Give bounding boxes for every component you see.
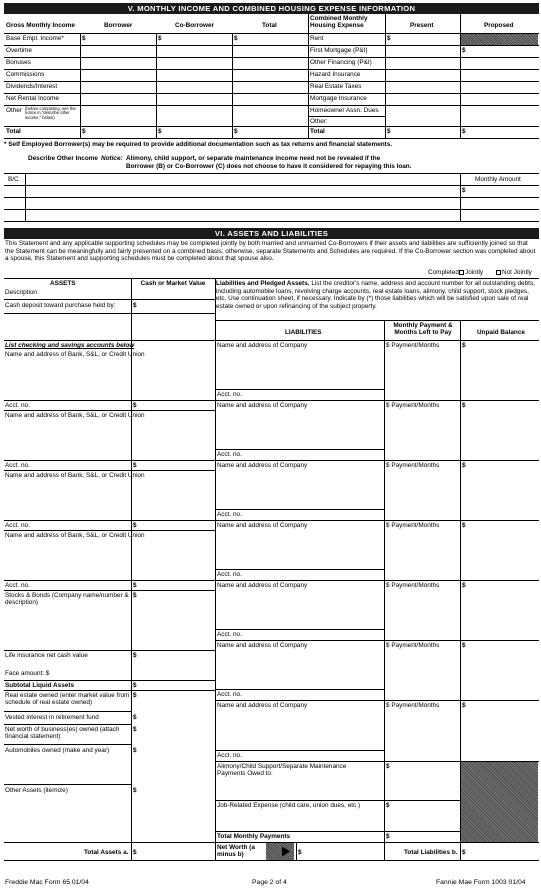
footer-freddie-mac: Freddie Mac Form 65 01/04: [5, 879, 89, 886]
company-name-label: Name and address of Company: [217, 342, 308, 349]
dollar-sign: $: [133, 652, 137, 659]
dollar-sign: $: [158, 128, 162, 135]
dollar-sign: $: [133, 402, 137, 409]
payment-months-label: $ Payment/Months: [386, 342, 440, 349]
dollar-sign: $: [82, 128, 86, 135]
acct-no-label: Acct. no.: [217, 571, 242, 578]
income-row-total: Total: [6, 128, 21, 135]
income-row-rental: Net Rental Income: [6, 95, 59, 102]
bank-name-label: Name and address of Bank, S&L, or Credit Union: [5, 532, 145, 539]
acct-no-label: Acct. no.: [5, 582, 30, 589]
stocks-bonds-label: Stocks & Bonds (Company name/number & description): [5, 592, 129, 607]
dollar-sign: $: [133, 849, 137, 856]
payment-months-label: $ Payment/Months: [386, 462, 440, 469]
coborrower-header: Co-Borrower: [175, 22, 215, 29]
dollar-sign: $: [133, 582, 137, 589]
bank-name-label: Name and address of Bank, S&L, or Credit Union: [5, 472, 145, 479]
acct-no-label: Acct. no.: [5, 462, 30, 469]
monthly-amount-header: Monthly Amount: [475, 176, 521, 183]
dollar-sign: $: [133, 787, 137, 794]
acct-no-label: Acct. no.: [5, 522, 30, 529]
income-row-bonuses: Bonuses: [6, 59, 31, 66]
dollar-sign: $: [462, 522, 466, 529]
company-name-label: Name and address of Company: [217, 582, 308, 589]
cash-market-header: Cash or Market Value: [140, 280, 206, 287]
dollar-sign: $: [133, 682, 137, 689]
payment-months-label: $ Payment/Months: [386, 582, 440, 589]
monthly-payment-header: Monthly Payment & Months Left to Pay: [393, 322, 453, 337]
other-assets-label: Other Assets (itemize): [5, 787, 68, 794]
jointly-label: Jointly: [465, 269, 484, 276]
liabilities-shaded-area: [461, 762, 538, 842]
not-jointly-label: Not Jointly: [502, 269, 532, 276]
housing-row-mortgage-ins: Mortgage Insurance: [310, 95, 367, 102]
income-row-other: Other: [6, 107, 22, 114]
dollar-sign: $: [462, 47, 466, 54]
total-liabilities-label: Total Liabilities b.: [404, 849, 458, 856]
acct-no-label: Acct. no.: [217, 691, 242, 698]
notice-text-1: Alimony, child support, or separate maintenance income need not be revealed if the: [126, 155, 381, 162]
present-header: Present: [410, 22, 434, 29]
dollar-sign: $: [133, 462, 137, 469]
alimony-label: Alimony/Child Support/Separate Maintenance Payments Owed to:: [217, 763, 347, 778]
total-assets-label: Total Assets a.: [84, 849, 129, 856]
dollar-sign: $: [298, 849, 302, 856]
dollar-sign: $: [158, 35, 162, 42]
net-worth-business-label: Net worth of business(es) owned (attach financial statement): [5, 726, 120, 741]
housing-expense-header: Combined Monthly Housing Expense: [310, 15, 368, 30]
payment-months-label: $ Payment/Months: [386, 702, 440, 709]
footer-page-number: Page 2 of 4: [252, 879, 287, 886]
footer-fannie-mae: Fannie Mae Form 1003 01/04: [436, 879, 526, 886]
dollar-sign: $: [462, 849, 466, 856]
dollar-sign: $: [462, 342, 466, 349]
dollar-sign: $: [387, 128, 391, 135]
arrow-right-icon: [281, 846, 291, 857]
housing-row-hazard: Hazard Insurance: [310, 71, 361, 78]
payment-months-label: $ Payment/Months: [386, 522, 440, 529]
acct-no-label: Acct. no.: [217, 391, 242, 398]
dollar-sign: $: [133, 592, 137, 599]
assets-header: ASSETS: [50, 280, 76, 287]
dollar-sign: $: [462, 642, 466, 649]
dollar-sign: $: [82, 35, 86, 42]
dollar-sign: $: [133, 726, 137, 733]
dollar-sign: $: [386, 833, 390, 840]
payment-months-label: $ Payment/Months: [386, 402, 440, 409]
dollar-sign: $: [462, 402, 466, 409]
bc-header: B/C: [8, 176, 19, 183]
dollar-sign: $: [462, 128, 466, 135]
section-vi-title: VI. ASSETS AND LIABILITIES: [4, 228, 539, 239]
company-name-label: Name and address of Company: [217, 702, 308, 709]
housing-row-other: Other:: [310, 118, 328, 125]
income-row-dividends: Dividends/Interest: [6, 83, 58, 90]
payment-months-label: $ Payment/Months: [386, 642, 440, 649]
income-other-note: (before completing, see the notice in "describe other income," below): [25, 106, 76, 120]
dollar-sign: $: [386, 802, 390, 809]
dollar-sign: $: [462, 462, 466, 469]
dollar-sign: $: [133, 522, 137, 529]
acct-no-label: Acct. no.: [217, 631, 242, 638]
housing-row-first-mortgage: First Mortgage (P&I): [310, 47, 368, 54]
company-name-label: Name and address of Company: [217, 642, 308, 649]
housing-row-hoa: Homeowner Assn. Dues: [310, 107, 379, 114]
dollar-sign: $: [234, 128, 238, 135]
acct-no-label: Acct. no.: [217, 451, 242, 458]
completed-label: Completed: [428, 269, 459, 276]
dollar-sign: $: [133, 692, 137, 699]
unpaid-balance-header: Unpaid Balance: [477, 329, 525, 336]
subtotal-liquid-label: Subtotal Liquid Assets: [5, 682, 74, 689]
dollar-sign: $: [462, 582, 466, 589]
dollar-sign: $: [133, 747, 137, 754]
net-worth-label: Net Worth (a minus b): [217, 844, 255, 859]
real-estate-owned-label: Real estate owned (enter market value from schedule of real estate owned): [5, 692, 130, 707]
not-jointly-checkbox[interactable]: [496, 270, 501, 275]
gross-income-header: Gross Monthly Income: [6, 22, 75, 29]
borrower-header: Borrower: [104, 22, 133, 29]
section-v-title: V. MONTHLY INCOME AND COMBINED HOUSING EXPENSE INFORMATION: [4, 3, 539, 14]
self-employed-footnote: * Self Employed Borrower(s) may be required to provide additional documentation such as tax returns and financial statements.: [4, 141, 393, 148]
total-header: Total: [262, 22, 277, 29]
cash-deposit-label: Cash deposit toward purchase held by:: [5, 302, 116, 309]
dollar-sign: $: [133, 714, 137, 721]
housing-row-taxes: Real Estate Taxes: [310, 83, 362, 90]
income-row-overtime: Overtime: [6, 47, 32, 54]
liabilities-instruction-text: List the creditor's name, address and account number for all outstanding debts, including automobile loans, revolving charge accounts, real estate loans, alimony, child support, stock pledges, etc. Use continuation sheet, if necessary. Indicate by (*) those liabilities which will be satisfied upon sale of real estate owned or upon refinancing of the subject property.: [216, 280, 535, 310]
company-name-label: Name and address of Company: [217, 402, 308, 409]
describe-other-income-label: Describe Other Income: [28, 155, 98, 162]
assets-intro: This Statement and any applicable supporting schedules may be completed jointly by both married and unmarried Co-Borrowers if their assets and liabilities are sufficiently joined so that the Statement can be meaningfully and fairly presented on a combined basis; otherwise, separate Statements and Schedules are required. If the Co-Borrower section was completed about a spouse, this Statement and supporting schedules must be completed about that spouse also.: [5, 240, 536, 263]
acct-no-label: Acct. no.: [5, 402, 30, 409]
description-header: Description: [5, 289, 37, 296]
jointly-checkbox[interactable]: [459, 270, 464, 275]
company-name-label: Name and address of Company: [217, 462, 308, 469]
notice-text-2: Borrower (B) or Co-Borrower (C) does not choose to have it considered for repaying this loan.: [126, 163, 412, 170]
automobiles-label: Automobiles owned (make and year): [5, 747, 110, 754]
life-insurance-label: Life insurance net cash value: [5, 652, 88, 659]
dollar-sign: $: [462, 187, 466, 194]
company-name-label: Name and address of Company: [217, 522, 308, 529]
bank-name-label: Name and address of Bank, S&L, or Credit Union: [5, 412, 145, 419]
dollar-sign: $: [387, 35, 391, 42]
notice-label: Notice:: [101, 155, 123, 162]
proposed-rent-shaded: [461, 34, 538, 45]
housing-row-rent: Rent: [310, 35, 324, 42]
dollar-sign: $: [462, 702, 466, 709]
housing-row-other-financing: Other Financing (P&I): [310, 59, 372, 66]
income-row-base: Base Empl. Income*: [6, 35, 64, 42]
dollar-sign: $: [133, 302, 137, 309]
list-checking-label: List checking and savings accounts below: [5, 342, 135, 349]
dollar-sign: $: [234, 35, 238, 42]
income-row-commissions: Commissions: [6, 71, 45, 78]
liabilities-header: LIABILITIES: [285, 329, 322, 336]
vested-interest-label: Vested interest in retirement fund: [5, 714, 99, 721]
bank-name-label: Name and address of Bank, S&L, or Credit Union: [5, 351, 145, 358]
total-payments-label: Total Monthly Payments: [217, 833, 291, 840]
liabilities-pledged-heading: Liabilities and Pledged Assets.: [216, 280, 310, 287]
acct-no-label: Acct. no.: [217, 752, 242, 759]
job-expense-label: Job-Related Expense (child care, union dues, etc.): [217, 802, 361, 809]
proposed-header: Proposed: [484, 22, 514, 29]
face-amount-label: Face amount: $: [5, 670, 50, 677]
dollar-sign: $: [386, 763, 390, 770]
housing-row-total: Total: [310, 128, 325, 135]
acct-no-label: Acct. no.: [217, 511, 242, 518]
liabilities-instructions: [216, 280, 538, 310]
